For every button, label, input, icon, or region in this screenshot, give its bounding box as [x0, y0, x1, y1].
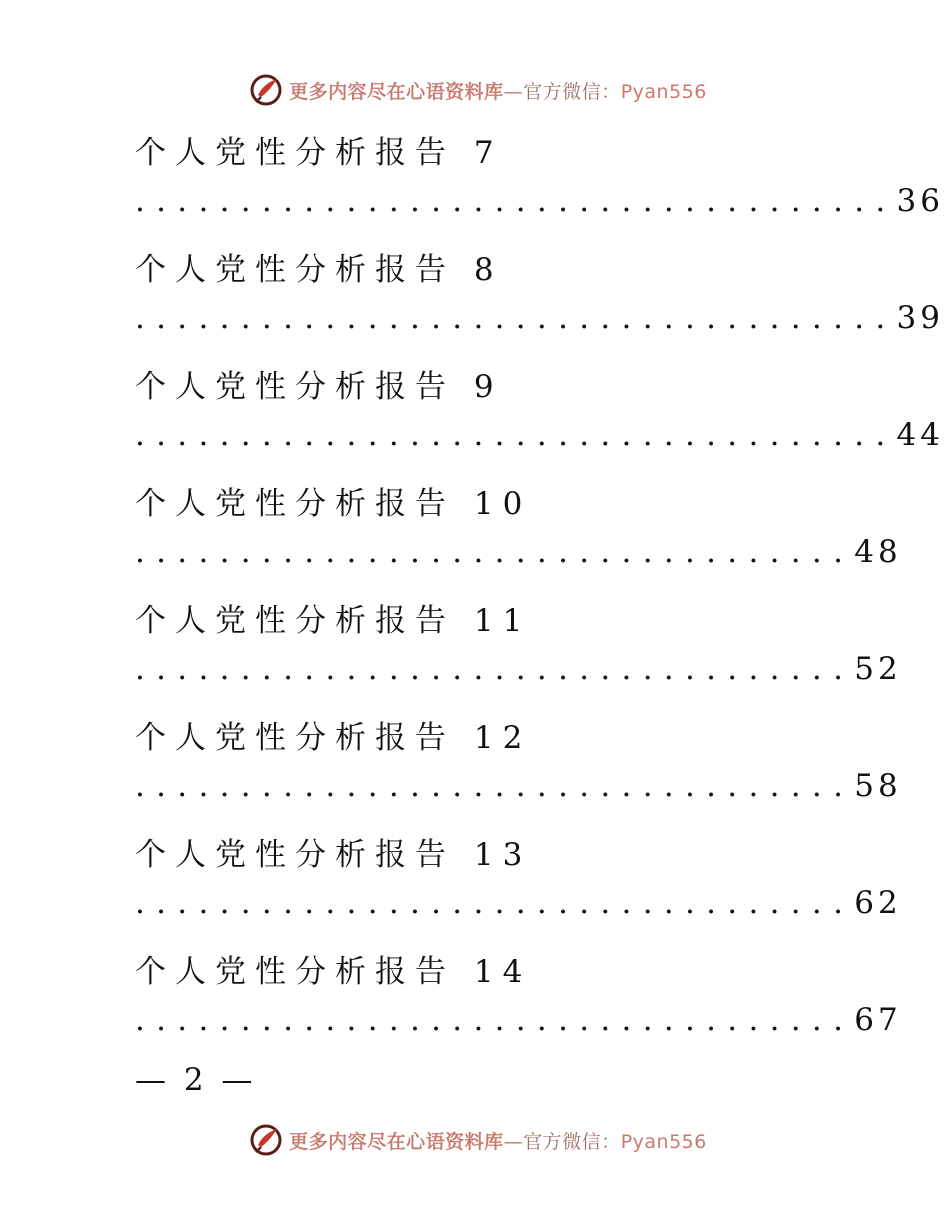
watermark-group — [243, 1123, 707, 1157]
watermark-dash: — — [503, 1130, 524, 1153]
toc-entry-title: 个人党性分析报告 8 — [135, 252, 503, 288]
toc-leader-dots: .................................... — [135, 417, 897, 453]
toc-leader-dots: .................................. — [135, 534, 855, 570]
table-of-contents — [135, 120, 944, 1056]
toc-page-number: 52 — [854, 651, 902, 687]
watermark-label: 官方微信： — [523, 1130, 621, 1153]
toc-entry-title: 个人党性分析报告 11 — [135, 603, 532, 639]
toc-entry[interactable] — [135, 939, 902, 1056]
toc-entry-leader — [135, 1002, 902, 1038]
toc-entry-title: 个人党性分析报告 7 — [135, 135, 503, 171]
toc-page-number: 48 — [854, 534, 902, 570]
watermark-brand: 更多内容尽在心语资料库 — [289, 80, 504, 103]
toc-entry-title: 个人党性分析报告 13 — [135, 837, 532, 873]
toc-entry-leader — [135, 183, 944, 219]
toc-leader-dots: .................................... — [135, 183, 897, 219]
toc-leader-dots: .................................. — [135, 1002, 855, 1038]
toc-entry[interactable] — [135, 120, 944, 237]
watermark-text — [289, 1127, 707, 1154]
toc-entry-title: 个人党性分析报告 12 — [135, 720, 532, 756]
toc-entry[interactable] — [135, 471, 902, 588]
watermark-group — [243, 73, 707, 107]
watermark-brand: 更多内容尽在心语资料库 — [289, 1130, 504, 1153]
toc-page-number: 67 — [854, 1002, 902, 1038]
toc-page-number: 39 — [896, 300, 944, 336]
toc-entry[interactable] — [135, 237, 944, 354]
toc-entry[interactable] — [135, 705, 902, 822]
toc-leader-dots: .................................... — [135, 300, 897, 336]
watermark-text — [289, 77, 707, 104]
watermark-dash: — — [503, 80, 524, 103]
toc-entry-leader — [135, 651, 902, 687]
toc-entry-title: 个人党性分析报告 10 — [135, 486, 532, 522]
pen-logo-icon — [249, 1123, 283, 1157]
toc-page-number: 62 — [854, 885, 902, 921]
toc-entry[interactable] — [135, 354, 944, 471]
toc-page-number: 44 — [896, 417, 944, 453]
toc-entry[interactable] — [135, 822, 902, 939]
footer-watermark — [0, 1120, 950, 1160]
pen-logo-icon — [249, 73, 283, 107]
toc-entry-title: 个人党性分析报告 9 — [135, 369, 503, 405]
header-watermark — [0, 70, 950, 110]
toc-page-number: 58 — [854, 768, 902, 804]
toc-entry-leader — [135, 300, 944, 336]
toc-leader-dots: .................................. — [135, 885, 855, 921]
toc-entry-leader — [135, 768, 902, 804]
toc-leader-dots: .................................. — [135, 768, 855, 804]
watermark-contact: Pyan556 — [620, 1130, 707, 1153]
toc-entry-title: 个人党性分析报告 14 — [135, 954, 532, 990]
watermark-contact: Pyan556 — [620, 80, 707, 103]
toc-entry[interactable] — [135, 588, 902, 705]
toc-entry-leader — [135, 885, 902, 921]
toc-leader-dots: .................................. — [135, 651, 855, 687]
page-number-footer: — 2 — — [135, 1062, 257, 1098]
toc-entry-leader — [135, 417, 944, 453]
toc-page-number: 36 — [896, 183, 944, 219]
watermark-label: 官方微信： — [523, 80, 621, 103]
toc-entry-leader — [135, 534, 902, 570]
